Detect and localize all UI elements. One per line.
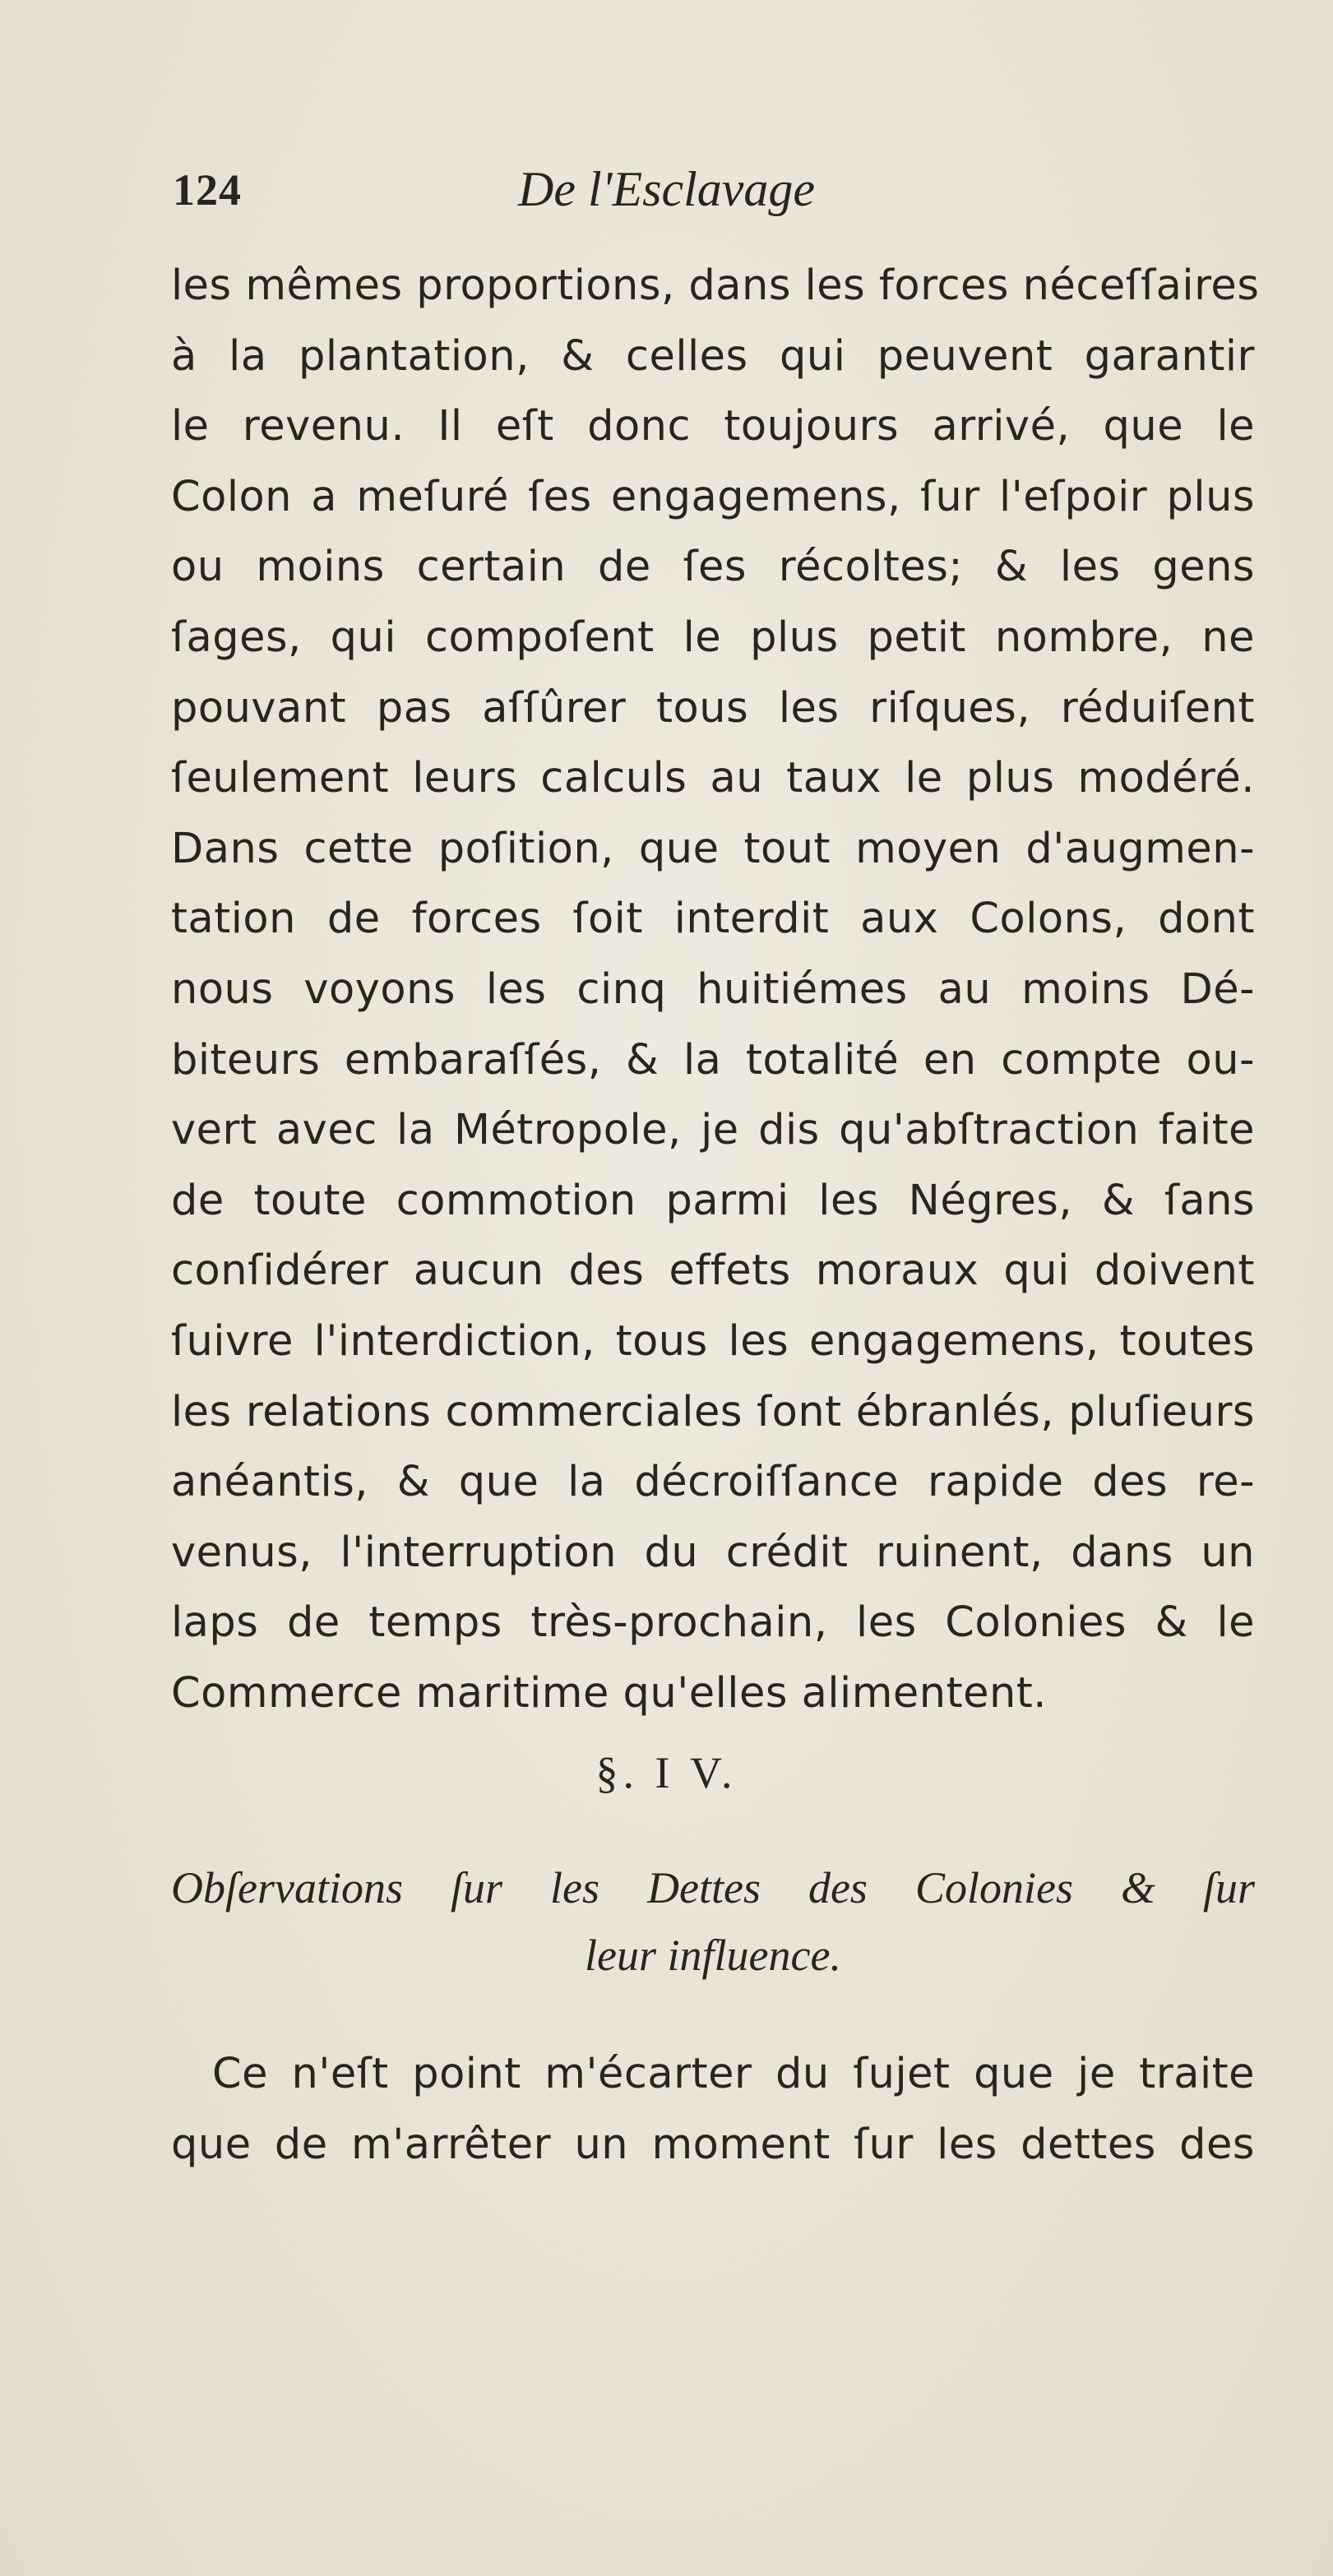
text-line: anéantis, & que la décroiſſance rapide des re- — [171, 1458, 1255, 1507]
text-line: Colon a meſuré ſes engagemens, ſur l'eſpoir plus — [171, 472, 1255, 521]
text-line: pouvant pas aſſûrer tous les riſques, réduiſent — [171, 683, 1255, 733]
page-number: 124 — [173, 165, 242, 215]
text-line: ſages, qui compoſent le plus petit nombre, ne — [171, 613, 1255, 662]
text-line: biteurs embaraſſés, & la totalité en compte ou- — [171, 1035, 1255, 1085]
text-line: Commerce maritime qu'elles alimentent. — [171, 1668, 1047, 1718]
text-line: ou moins certain de ſes récoltes; & les gens — [171, 543, 1255, 592]
running-title: De l'Esclavage — [518, 162, 816, 216]
text-line: le revenu. Il eſt donc toujours arrivé, que le — [171, 402, 1255, 451]
text-line: de toute commotion parmi les Négres, & ſans — [171, 1176, 1255, 1225]
text-line: les relations commerciales ſont ébranlés, pluſieurs — [171, 1387, 1255, 1436]
paragraph-1 — [171, 251, 1260, 1728]
text-line: nous voyons les cinq huitiémes au moins Dé- — [171, 964, 1255, 1014]
subtitle-line: leur influence. — [585, 1931, 841, 1980]
text-line: les mêmes proportions, dans les forces néceſſaires — [171, 261, 1260, 310]
text-line: que de m'arrêter un moment ſur les dettes des — [171, 2120, 1255, 2169]
text-line: ſuivre l'interdiction, tous les engagemens, toutes — [171, 1316, 1255, 1366]
text-line: tation de forces ſoit interdit aux Colons, dont — [171, 895, 1255, 944]
text-line: laps de temps très-prochain, les Colonies & le — [171, 1598, 1255, 1648]
text-line: à la plantation, & celles qui peuvent garantir — [171, 331, 1255, 381]
subtitle-line: Obſervations ſur les Dettes des Colonies & ſur — [171, 1863, 1255, 1912]
text-line: conſidérer aucun des effets moraux qui doivent — [171, 1246, 1255, 1296]
text-line: Ce n'eſt point m'écarter du ſujet que je traite — [212, 2050, 1255, 2098]
text-line: venus, l'interruption du crédit ruinent, dans un — [171, 1528, 1255, 1577]
page-header — [173, 164, 1242, 230]
paragraph-2 — [171, 2039, 1255, 2180]
text-line: Dans cette poſition, que tout moyen d'augmen- — [171, 824, 1255, 873]
section-heading: §. I V. — [595, 1748, 738, 1797]
section-subtitle — [171, 1854, 1255, 1989]
text-line: ſeulement leurs calculs au taux le plus modéré. — [171, 754, 1255, 803]
text-line: vert avec la Métropole, je dis qu'abſtraction faite — [171, 1106, 1255, 1155]
